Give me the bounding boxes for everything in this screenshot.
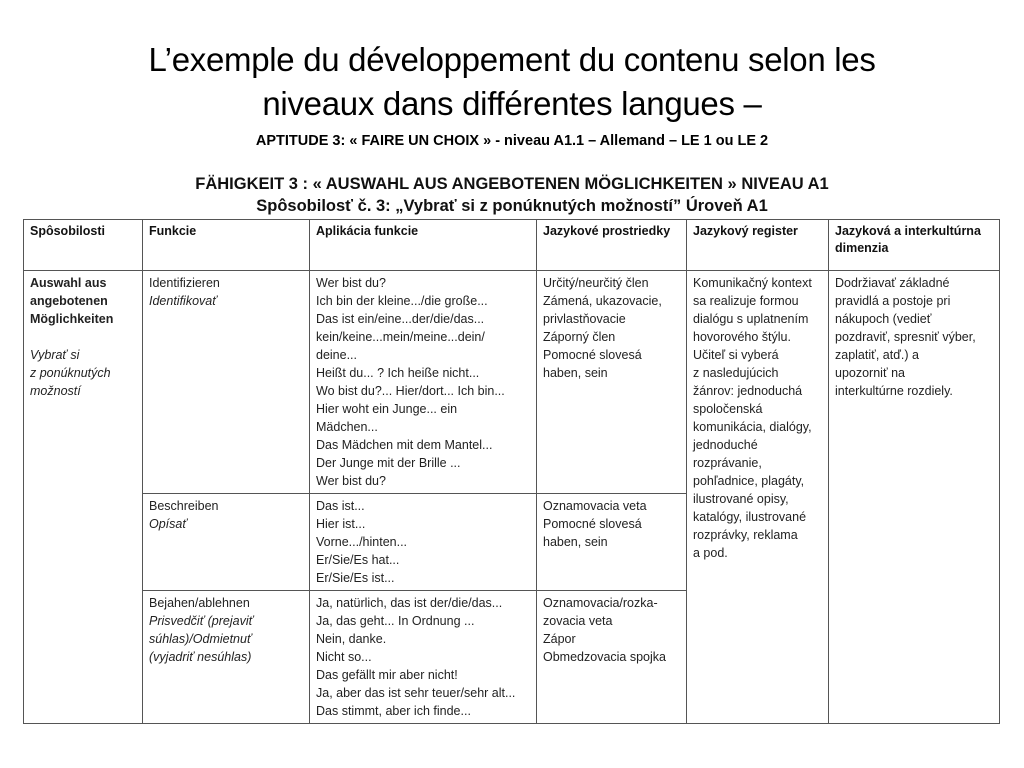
function-de: Identifizieren [149,276,220,290]
application-line: Ja, aber das ist sehr teuer/sehr alt... [316,686,516,700]
dimension-line: zaplatiť, atď.) a [835,348,919,362]
function-cell [143,494,310,591]
application-line: Er/Sie/Es ist... [316,571,395,585]
language-means-cell [537,494,687,591]
language-means-cell [537,271,687,494]
dimension-line: nákupoch (vedieť [835,312,932,326]
application-line: Hier woht ein Junge... ein [316,402,458,416]
register-line: rozprávky, reklama [693,528,798,542]
application-line: kein/keine...mein/meine...dein/ [316,330,485,344]
application-line: Das gefällt mir aber nicht! [316,668,458,682]
language-means-line: Zápor [543,632,576,646]
slide-title-line-2: niveaux dans différentes langues – [262,85,762,122]
header-cell: Jazyková a interkultúrna dimenzia [829,220,1000,271]
header-cell: Aplikácia funkcie [310,220,537,271]
dimension-line: pravidlá a postoje pri [835,294,951,308]
application-line: Nicht so... [316,650,372,664]
function-cell [143,271,310,494]
application-line: Das Mädchen mit dem Mantel... [316,438,493,452]
register-line: katalógy, ilustrované [693,510,807,524]
table-header-row [24,220,1000,271]
application-line: Der Junge mit der Brille ... [316,456,461,470]
dimension-line: upozorniť na [835,366,906,380]
dimension-cell [829,271,1000,724]
header-cell: Jazykové prostriedky [537,220,687,271]
dimension-line: pozdraviť, spresniť výber, [835,330,976,344]
function-sk: súhlas)/Odmietnuť [149,632,252,646]
language-means-line: privlastňovacie [543,312,626,326]
register-line: jednoduché [693,438,758,452]
application-line: Heißt du... ? Ich heiße nicht... [316,366,480,380]
register-line: rozprávanie, [693,456,762,470]
register-line: spoločenská [693,402,763,416]
register-line: Učiteľ si vyberá [693,348,779,362]
application-line: Ich bin der kleine.../die große... [316,294,488,308]
register-line: sa realizuje formou [693,294,799,308]
language-means-cell [537,591,687,724]
skill-cell [24,271,143,724]
application-line: Wer bist du? [316,474,386,488]
application-line: Er/Sie/Es hat... [316,553,400,567]
table-title [40,173,984,217]
skill-name-de: Möglichkeiten [30,312,114,326]
application-line: Das ist... [316,499,365,513]
application-cell [310,591,537,724]
function-cell [143,591,310,724]
register-line: a pod. [693,546,728,560]
language-means-line: haben, sein [543,366,608,380]
application-line: Nein, danke. [316,632,387,646]
register-cell [687,271,829,724]
function-de: Beschreiben [149,499,219,513]
register-line: pohľadnice, plagáty, [693,474,805,488]
application-line: Vorne.../hinten... [316,535,408,549]
function-sk: Prisvedčiť (prejaviť [149,614,254,628]
language-means-line: Zámená, ukazovacie, [543,294,662,308]
register-line: hovorového štýlu. [693,330,791,344]
header-cell: Funkcie [143,220,310,271]
register-line: ilustrované opisy, [693,492,789,506]
application-line: Mädchen... [316,420,378,434]
slide-title [40,38,984,126]
function-sk: Opísať [149,517,187,531]
register-line: žánrov: jednoduchá [693,384,803,398]
application-cell [310,494,537,591]
language-means-line: Pomocné slovesá [543,348,642,362]
function-de: Bejahen/ablehnen [149,596,250,610]
language-means-line: Oznamovacia veta [543,499,647,513]
skill-name-sk: Vybrať si [30,348,80,362]
register-line: z nasledujúcich [693,366,779,380]
application-line: Wer bist du? [316,276,386,290]
application-line: Wo bist du?... Hier/dort... Ich bin... [316,384,505,398]
register-line: dialógu s uplatnením [693,312,809,326]
skill-name-sk: z ponúknutých [30,366,111,380]
application-line: Das stimmt, aber ich finde... [316,704,471,718]
header-cell: Spôsobilosti [24,220,143,271]
register-line: Komunikačný kontext [693,276,812,290]
application-line: Das ist ein/eine...der/die/das... [316,312,485,326]
table-title-line-2: Spôsobilosť č. 3: „Vybrať si z ponúknutých možností” Úroveň A1 [256,197,768,215]
dimension-line: interkultúrne rozdiely. [835,384,953,398]
language-means-line: Obmedzovacia spojka [543,650,666,664]
skill-name-de: angebotenen [30,294,108,308]
slide-title-line-1: L’exemple du développement du contenu selon les [148,41,876,78]
language-means-line: haben, sein [543,535,608,549]
application-line: Hier ist... [316,517,366,531]
application-line: Ja, natürlich, das ist der/die/das... [316,596,503,610]
slide-subtitle: APTITUDE 3: « FAIRE UN CHOIX » - niveau A1.1 – Allemand – LE 1 ou LE 2 [255,133,769,149]
competence-table [23,219,1000,724]
language-means-line: Oznamovacia/rozka- [543,596,658,610]
language-means-line: Určitý/neurčitý člen [543,276,649,290]
skill-name-sk: možností [30,384,81,398]
application-line: deine... [316,348,358,362]
skill-name-de: Auswahl aus [30,276,107,290]
function-sk: Identifikovať [149,294,217,308]
language-means-line: Záporný člen [543,330,616,344]
table-row [24,271,1000,494]
header-cell: Jazykový register [687,220,829,271]
table-title-line-1: FÄHIGKEIT 3 : « AUSWAHL AUS ANGEBOTENEN MÖGLICHKEITEN » NIVEAU A1 [195,175,829,193]
dimension-line: Dodržiavať základné [835,276,950,290]
application-line: Ja, das geht... In Ordnung ... [316,614,475,628]
register-line: komunikácia, dialógy, [693,420,812,434]
application-cell [310,271,537,494]
language-means-line: Pomocné slovesá [543,517,642,531]
function-sk: (vyjadriť nesúhlas) [149,650,252,664]
language-means-line: zovacia veta [543,614,613,628]
